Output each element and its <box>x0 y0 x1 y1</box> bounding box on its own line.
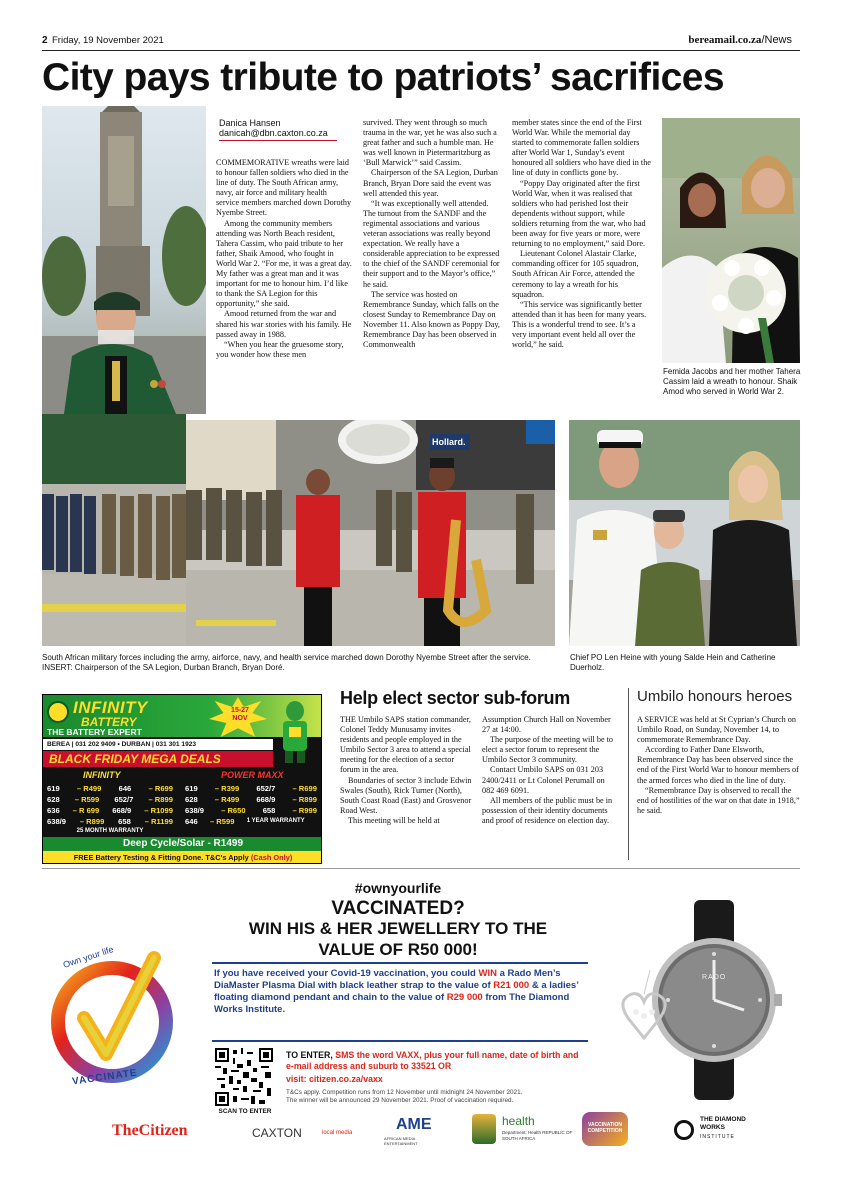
main-col-2-para-2: Chairperson of the SA Legion, Durban Branch, Bryan Dore said the event was well attended this year. <box>363 168 498 198</box>
page-headline: City pays tribute to patriots’ sacrifices <box>42 56 724 99</box>
left-price-row-3: 636 – R 699 668/9 – R1099 <box>47 806 173 815</box>
section-name: /News <box>761 34 792 46</box>
site-name: bereamail.co.za <box>688 34 762 46</box>
vaccinate-badge <box>46 938 178 1098</box>
vax-description <box>214 968 586 1016</box>
page-number: 2 <box>42 35 48 46</box>
black-friday-banner: BLACK FRIDAY MEGA DEALS <box>43 751 273 767</box>
logo-diamond: THE DIAMOND WORKS <box>700 1116 746 1131</box>
main-col-3 <box>512 118 652 350</box>
main-col-1 <box>216 158 352 360</box>
vax-desc-8: The Diamond Works Institute. <box>214 992 570 1015</box>
main-col-3-para-3: Lieutenant Colonel Alastair Clarke, commanding officer for 105 squadron, South African Air Force, attended the ceremony to lay a wreath for his squadron. <box>512 249 639 299</box>
left-price-table <box>47 783 173 834</box>
qr-code[interactable] <box>215 1048 273 1106</box>
main-col-1-para-4: “When you hear the gruesome story, you wonder how these men <box>216 339 344 359</box>
story2-col-1-para-2: Boundaries of sector 3 include Edwin Swales (South), Rick Turner (North), South Coast Road (East) and Grosvenor Road West. <box>340 775 472 815</box>
vax-enter-2: SMS the word <box>335 1050 396 1060</box>
battery-ad <box>42 694 322 864</box>
vax-desc-6: R29 000 <box>446 992 483 1003</box>
story2-col-1-para-1: THE Umbilo SAPS station commander, Colonel Teddy Munusamy invites residents and people employed in the Umbilo Sector 3 area to attend a special meeting for the election of a sector forum in the area. <box>340 715 471 775</box>
main-col-2-para-1: survived. They went through so much trauma in the war, yet he was also such a great father and such a humble man. He was well known in Pietermaritzburg as ‘Bull Marwick’” said Cassim. <box>363 118 497 168</box>
photo-women-wreath <box>662 118 800 363</box>
logo-caxton: CAXTON <box>252 1126 302 1140</box>
vax-visit-link[interactable]: visit: citizen.co.za/vaxx <box>286 1074 383 1084</box>
watch-image <box>606 900 802 1100</box>
vax-line-2: WIN HIS & HER JEWELLERY TO THE <box>248 919 548 938</box>
ad-top-rule <box>42 868 800 869</box>
left-brand: INFINITY <box>83 770 121 780</box>
vax-desc-1: If you have received your Covid-19 vaccination, you could <box>214 968 479 979</box>
byline-email: danicah@dbn.caxton.co.za <box>219 128 328 138</box>
vax-tcs-1: T&Cs apply. Competition runs from 12 November until midnight 24 November 2021. <box>286 1089 523 1096</box>
logo-ame-sub: AFRICAN MEDIA ENTERTAINMENT <box>384 1136 418 1146</box>
battery-mascot <box>275 699 315 763</box>
byline-author: Danica Hansen <box>219 118 281 128</box>
battery-footer-cash: (Cash Only) <box>250 853 293 862</box>
diamond-icon <box>674 1120 694 1140</box>
right-brand: POWER MAXX <box>221 770 284 780</box>
story3-headline: Umbilo honours heroes <box>637 688 793 705</box>
story2-col-1 <box>340 715 476 826</box>
page-header <box>42 34 800 50</box>
battery-footer-text: FREE Battery Testing & Fitting Done. T&C's Apply <box>73 853 249 862</box>
vax-desc-3: a Rado Men’s DiaMaster Plasma Dial with black leather strap to the value of <box>214 968 561 991</box>
caption-family: Chief PO Len Heine with young Salde Hein and Catherine Duerholz. <box>570 653 776 672</box>
vax-enter-5: 33521 OR <box>411 1061 452 1071</box>
story2-col-2-para-1: Assumption Church Hall on November 27 at 14:00. <box>482 715 611 735</box>
vax-enter-3: VAXX <box>395 1050 420 1060</box>
caption-women: Femida Jacobs and her mother Tahera Cassim laid a wreath to honour. Shaik Amod who served in World War 2. <box>663 367 801 396</box>
battery-expert: THE BATTERY EXPERT <box>47 727 142 737</box>
logo-caxton-sub: local media <box>322 1130 353 1136</box>
byline-rule <box>219 140 337 141</box>
main-col-2-para-4: The service was hosted on Remembrance Sunday, which falls on the closest Sunday to Remembrance Day on November 11. Also known as Poppy Day, Remembrance Day has been observed in Commonwealth <box>363 289 500 350</box>
badge-top-text: Own your life <box>61 944 115 970</box>
story3-para-1: A SERVICE was held at St Cyprian’s Church on Umbilo Road, on Sunday, November 14, to commemorate Remembrance Day. <box>637 715 796 745</box>
promo-dates: 15-27 NOV <box>231 707 249 722</box>
logo-diamond-sub: INSTITUTE <box>700 1134 735 1140</box>
header-rule <box>42 50 800 51</box>
vax-desc-4: R21 000 <box>493 980 530 991</box>
main-col-2 <box>363 118 501 350</box>
left-price-row-4: 638/9 – R899 658 – R1199 <box>47 817 173 826</box>
photo-veteran <box>42 106 206 414</box>
battery-logo-icon <box>47 701 69 723</box>
story2-headline: Help elect sector sub-forum <box>340 688 570 708</box>
vax-desc-5: & a ladies’ floating diamond pendant and chain to the value of <box>214 980 579 1003</box>
main-col-3-para-2: “Poppy Day originated after the first World War, when it was realised that soldiers who had perished lost their dependents without support, while soldiers returning from the war, who had been away for five years or more, were returning to no employment,” said Dore. <box>512 178 646 249</box>
story3-para-2: According to Father Dane Elsworth, Remembrance Day has been observed since the end of the First World War to honour members of the armed forces who died in the line of duty. <box>637 745 799 785</box>
page-date: Friday, 19 November 2021 <box>52 35 164 46</box>
badge-bottom-text: VACCINATE <box>71 1067 139 1088</box>
photo-navy-family <box>569 420 800 646</box>
right-price-table <box>185 783 317 827</box>
vax-rule-top <box>212 962 588 964</box>
right-price-row-1: 619 – R399 652/7 – R699 <box>185 784 317 793</box>
story2-col-2-para-2: The purpose of the meeting will be to elect a sector forum to represent the Umbilo Sector 3 community. <box>482 735 614 765</box>
story2-col-2 <box>482 715 618 826</box>
logo-citizen: TheCitizen <box>112 1122 188 1139</box>
sponsor-logos <box>112 1112 802 1152</box>
main-col-1-para-2: Among the community members attending was North Beach resident, Tahera Cassim, who paid tribute to her father, Shaik Amood, who fought in World War 2. “For me, it was a great day. My father was a great man and it was important for me to honour him. I’d like to thank the SA Legion for this opportunity,” she said. <box>216 218 352 309</box>
logo-health: health <box>502 1114 535 1128</box>
photo-military-march-left <box>42 414 186 646</box>
logo-ame: AME <box>396 1116 432 1133</box>
battery-brand: INFINITY <box>73 698 148 717</box>
story3-body <box>637 715 800 816</box>
vax-hashtag: #ownyourlife <box>354 880 442 896</box>
main-col-3-para-4: “This service was significantly better attended than it has been for many years. This is a wonderful trend to see. It’s a very important event held all over the world,” he said. <box>512 299 647 350</box>
vax-enter <box>286 1050 586 1072</box>
vax-enter-4: , plus your full name, date of birth and e-mail address and suburb to <box>286 1050 579 1071</box>
vax-desc-7: from <box>482 992 510 1003</box>
right-price-row-4: 646 – R599 1 YEAR WARRANTY <box>185 817 305 826</box>
left-price-row-1: 619 – R499 646 – R699 <box>47 784 173 793</box>
vax-line-3: VALUE OF R50 000! <box>318 940 478 959</box>
right-price-row-2: 628 – R499 668/9 – R899 <box>185 795 317 804</box>
logo-competition: VACCINATION COMPETITION <box>587 1122 623 1134</box>
vax-desc-2: WIN <box>478 968 497 979</box>
watch-brand: RADO <box>702 974 727 981</box>
battery-footer <box>43 851 322 864</box>
vax-enter-1: TO ENTER, <box>286 1050 336 1060</box>
main-col-3-para-1: member states since the end of the First World War. While the memorial day started to commemorate fallen soldiers after World War 1, Sunday’s event honoured all soldiers who have died in the line of duty in conflicts gone by. <box>512 118 651 178</box>
caption-march: South African military forces including the army, airforce, navy, and health service marched down Dorothy Nyembe Street after the service. INSERT: Chairperson of the SA Legion, Durban Branch, Bryan Doré. <box>42 653 531 672</box>
vax-tcs-2: The winner will be announced 29 November 2021. Proof of vaccination required. <box>286 1097 514 1104</box>
battery-brand-2: BATTERY <box>81 715 137 729</box>
photo-military-march <box>186 420 555 646</box>
logo-health-sub: Department: Health REPUBLIC OF SOUTH AFRICA <box>502 1130 573 1141</box>
main-col-1-para-1: COMMEMORATIVE wreaths were laid to honour fallen soldiers who died in the line of duty. The South African army, navy, air force and military health service members marched down Dorothy Nyembe Street. <box>216 158 352 218</box>
battery-phones: BEREA | 031 202 9409 • DURBAN | 031 301 1923 <box>43 739 273 750</box>
story3-para-3: “Remembrance Day is observed to recall the end of hostilities of the war on that date in 1918,” he said. <box>637 785 800 815</box>
right-price-row-3: 638/9 – R650 658 – R999 <box>185 806 317 815</box>
story-divider <box>628 688 629 860</box>
vax-line-1: VACCINATED? <box>331 898 465 919</box>
story2-col-1-para-3: This meeting will be held at <box>348 815 440 825</box>
hollard-sign: Hollard. <box>432 437 466 447</box>
story2-col-2-para-4: All members of the public must be in possession of their identity documents and proof of residence on election day. <box>482 795 613 825</box>
left-price-row-2: 628 – R599 652/7 – R899 <box>47 795 173 804</box>
main-col-2-para-3: “It was exceptionally well attended. The turnout from the SANDF and the regimental associations and various veteran associations was really beyond expectation. We really have a considerable appreciation to be expressed to the chief of the SANDF ceremonial for their support and to the Mayor’s office,” he said. <box>363 198 500 289</box>
deep-cycle: Deep Cycle/Solar - R1499 <box>43 837 322 851</box>
left-warranty: 25 MONTH WARRANTY <box>76 828 144 834</box>
scan-label: SCAN TO ENTER <box>218 1108 272 1115</box>
coat-of-arms-icon <box>472 1114 496 1144</box>
story2-col-2-para-3: Contact Umbilo SAPS on 031 203 2400/2411 or Lt Colonel Perumall on 082 469 6091. <box>482 765 605 795</box>
vax-rule-mid <box>212 1040 588 1042</box>
main-col-1-para-3: Amood returned from the war and shared his war stories with his family. He passed away in 1988. <box>216 309 352 339</box>
